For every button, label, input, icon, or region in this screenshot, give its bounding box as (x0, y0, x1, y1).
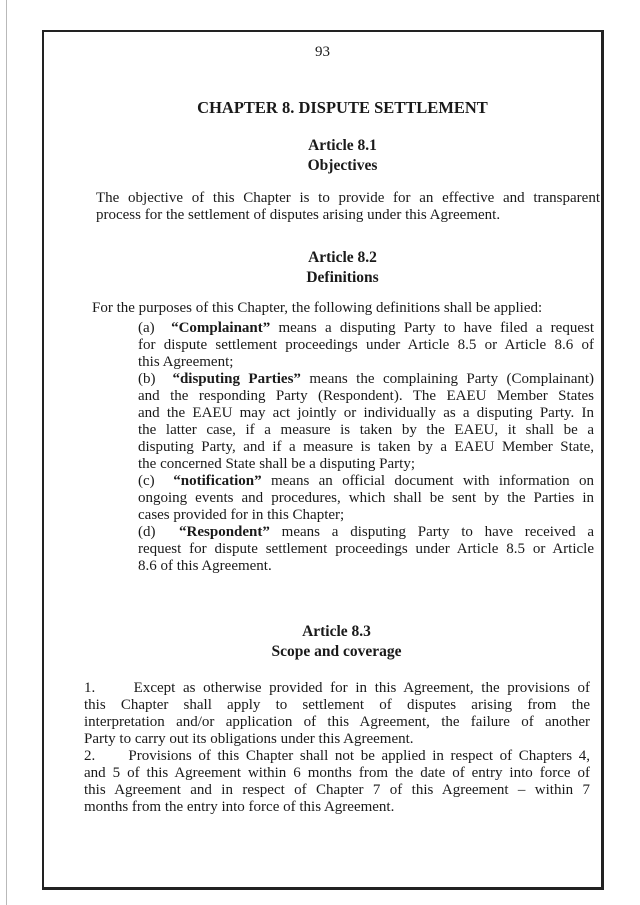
text-line: process for the settlement of disputes arising under this Agreement. (96, 207, 501, 223)
text-line: 1. Except as otherwise provided for in this Agreement, the provisions of (84, 680, 590, 696)
text-line: and the EAEU may act jointly or individually as a disputing Party. In (138, 405, 594, 421)
text-line: this Agreement and in respect of Chapter 7 of this Agreement – within 7 (84, 782, 590, 798)
text-line: months from the entry into force of this Agreement. (84, 799, 395, 815)
text-line: disputing Party, and if a measure is taken by a EAEU Member State, (138, 439, 594, 455)
text-line: For the purposes of this Chapter, the following definitions shall be applied: (92, 300, 543, 316)
text-line: this Chapter shall apply to settlement of disputes arising from the (84, 697, 590, 713)
text-line: interpretation and/or application of this Agreement, the failure of another (84, 714, 590, 730)
text-line: 2. Provisions of this Chapter shall not be applied in respect of Chapters 4, (84, 748, 590, 764)
text-line: 8.6 of this Agreement. (138, 558, 272, 574)
article-8-3-title: Scope and coverage (271, 643, 402, 660)
page-number: 93 (315, 44, 330, 60)
text-line: Party to carry out its obligations under this Agreement. (84, 731, 414, 747)
defined-term: “disputing Parties” (172, 371, 301, 387)
definitions-list (138, 320, 594, 575)
text-line: the latter case, if a measure is taken by the EAEU, it shall be a (138, 422, 594, 438)
text-line: for dispute settlement proceedings under Article 8.5 or Article 8.6 of (138, 337, 594, 353)
article-8-2-intro (92, 300, 602, 317)
text-line: this Agreement; (138, 354, 234, 370)
defined-term: “Respondent” (179, 524, 270, 540)
chapter-title: CHAPTER 8. DISPUTE SETTLEMENT (197, 98, 488, 117)
article-8-2-heading (44, 248, 601, 288)
text-line: request for dispute settlement proceedings under Article 8.5 or Article (138, 541, 594, 557)
article-8-3-number: Article 8.3 (302, 623, 371, 640)
article-8-2-number: Article 8.2 (308, 249, 377, 266)
document-page (42, 30, 604, 890)
article-8-1-heading (44, 136, 601, 176)
definition-item-a: (a) “Complainant” means a disputing Party to have filed a request (138, 320, 594, 336)
text-line: and 5 of this Agreement within 6 months from the date of entry into force of (84, 765, 590, 781)
text-line: the concerned State shall be a disputing Party; (138, 456, 416, 472)
text-line: The objective of this Chapter is to provide for an effective and transparent (96, 190, 600, 206)
article-8-3-paragraph-1 (84, 680, 590, 748)
text-line: and the responding Party (Respondent). The EAEU Member States (138, 388, 594, 404)
text-line: cases provided for in this Chapter; (138, 507, 345, 523)
article-8-3-heading (44, 622, 601, 662)
article-8-2-title: Definitions (306, 269, 379, 286)
definition-item-b: (b) “disputing Parties” means the complaining Party (Complainant) (138, 371, 595, 387)
article-8-1-number: Article 8.1 (308, 137, 377, 154)
article-8-1-text (96, 190, 600, 224)
article-8-1-title: Objectives (307, 157, 378, 174)
definition-item-c: (c) “notification” means an official document with information on (138, 473, 595, 489)
text-line: ongoing events and procedures, which shall be sent by the Parties in (138, 490, 594, 506)
defined-term: “Complainant” (171, 320, 271, 336)
defined-term: “notification” (173, 473, 262, 489)
scan-edge-line (6, 0, 7, 905)
article-8-3-paragraph-2 (84, 748, 590, 816)
definition-item-d: (d) “Respondent” means a disputing Party to have received a (138, 524, 594, 540)
